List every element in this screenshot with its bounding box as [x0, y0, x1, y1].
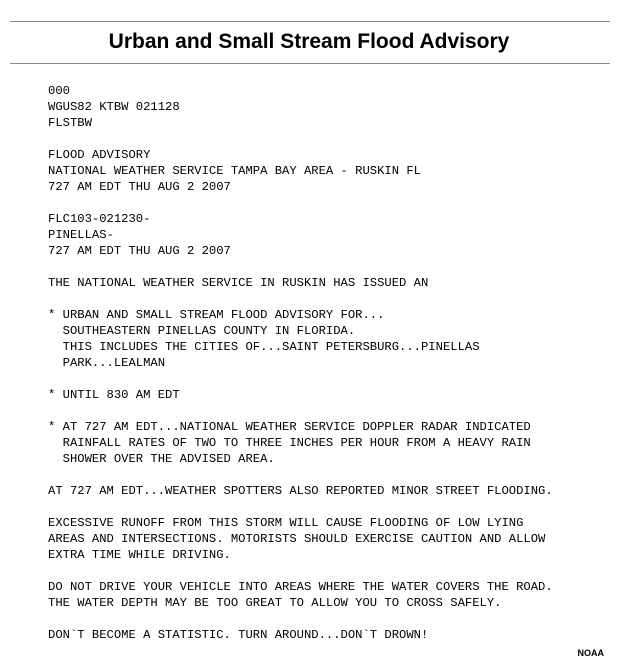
bulletin-line: EXCESSIVE RUNOFF FROM THIS STORM WILL CAUSE FLOODING OF LOW LYING [48, 516, 524, 530]
blank-line [48, 131, 553, 147]
bulletin-line: AREAS AND INTERSECTIONS. MOTORISTS SHOULD EXERCISE CAUTION AND ALLOW [48, 532, 546, 546]
bulletin-line: WGUS82 KTBW 021128 [48, 100, 180, 114]
blank-line [48, 611, 553, 627]
bulletin-line: SOUTHEASTERN PINELLAS COUNTY IN FLORIDA. [48, 324, 356, 338]
blank-line [48, 499, 553, 515]
blank-line [48, 467, 553, 483]
bulletin-line: * AT 727 AM EDT...NATIONAL WEATHER SERVICE DOPPLER RADAR INDICATED [48, 420, 531, 434]
blank-line [48, 563, 553, 579]
bulletin-line: AT 727 AM EDT...WEATHER SPOTTERS ALSO REPORTED MINOR STREET FLOODING. [48, 484, 553, 498]
bulletin-line: 000 [48, 84, 70, 98]
blank-line [48, 291, 553, 307]
top-divider [10, 21, 610, 22]
bulletin-line: EXTRA TIME WHILE DRIVING. [48, 548, 231, 562]
bulletin-line: SHOWER OVER THE ADVISED AREA. [48, 452, 275, 466]
bulletin-line: DO NOT DRIVE YOUR VEHICLE INTO AREAS WHERE THE WATER COVERS THE ROAD. [48, 580, 553, 594]
blank-line [48, 371, 553, 387]
bulletin-line: 727 AM EDT THU AUG 2 2007 [48, 244, 231, 258]
bottom-divider [10, 63, 610, 64]
blank-line [48, 195, 553, 211]
bulletin-line: THIS INCLUDES THE CITIES OF...SAINT PETERSBURG...PINELLAS [48, 340, 480, 354]
blank-line [48, 403, 553, 419]
blank-line [48, 259, 553, 275]
bulletin-line: PARK...LEALMAN [48, 356, 166, 370]
bulletin-line: THE NATIONAL WEATHER SERVICE IN RUSKIN HAS ISSUED AN [48, 276, 429, 290]
bulletin-line: * UNTIL 830 AM EDT [48, 388, 180, 402]
bulletin-line: FLC103-021230- [48, 212, 151, 226]
bulletin-line: RAINFALL RATES OF TWO TO THREE INCHES PER HOUR FROM A HEAVY RAIN [48, 436, 531, 450]
bulletin-line: PINELLAS- [48, 228, 114, 242]
bulletin-line: NATIONAL WEATHER SERVICE TAMPA BAY AREA - RUSKIN FL [48, 164, 421, 178]
advisory-bulletin-text [48, 83, 553, 643]
bulletin-line: THE WATER DEPTH MAY BE TOO GREAT TO ALLOW YOU TO CROSS SAFELY. [48, 596, 502, 610]
bulletin-line: * URBAN AND SMALL STREAM FLOOD ADVISORY FOR... [48, 308, 385, 322]
bulletin-line: FLOOD ADVISORY [48, 148, 151, 162]
bulletin-line: DON`T BECOME A STATISTIC. TURN AROUND...DON`T DROWN! [48, 628, 429, 642]
bulletin-line: 727 AM EDT THU AUG 2 2007 [48, 180, 231, 194]
page-title: Urban and Small Stream Flood Advisory [108, 30, 510, 53]
source-credit: NOAA [577, 648, 604, 658]
bulletin-line: FLSTBW [48, 116, 92, 130]
